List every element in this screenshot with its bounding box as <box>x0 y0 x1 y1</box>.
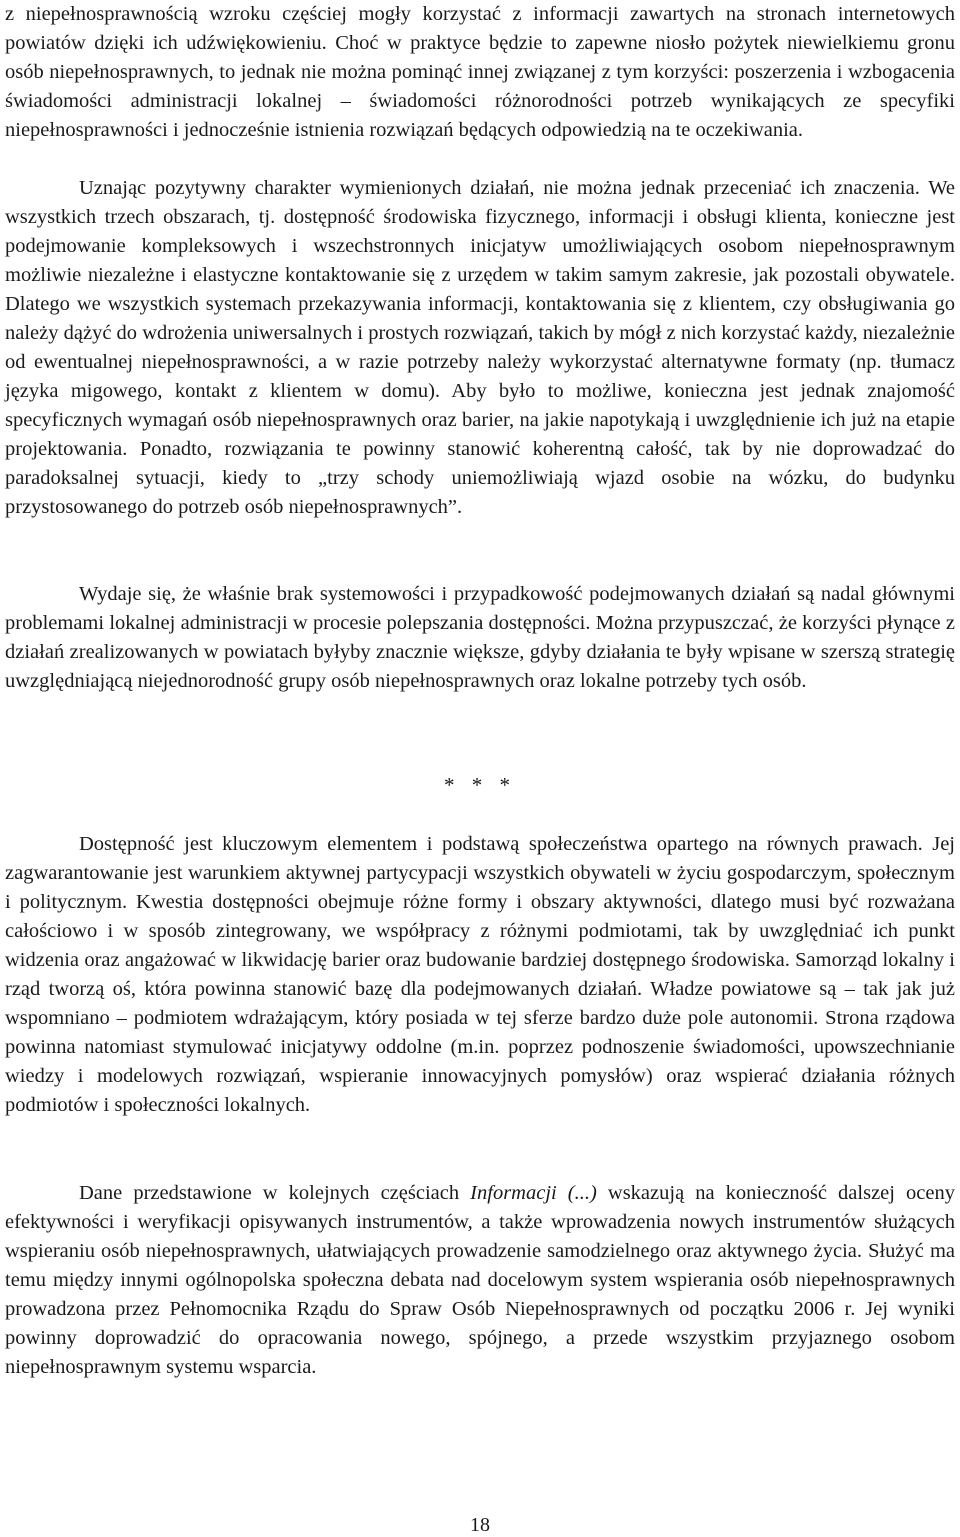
page-number: 18 <box>470 1514 490 1536</box>
paragraph-3: Wydaje się, że właśnie brak systemowości i przypadkowość podejmowanych działań są nadal głównymi problemami lokalnej administracji w procesie polepszania dostępności. Można przypuszczać, że korzyści płynące z działań zrealizowanych w powiatach byłyby znacznie większe, gdyby działania te były wpisane w szerszą strategię uwzględniającą niejednorodność grupy osób niepełnosprawnych oraz lokalne potrzeby tych osób. <box>5 583 955 692</box>
paragraph-5-start: Dane przedstawione w kolejnych częściach <box>79 1182 471 1204</box>
paragraph-5 <box>5 1179 955 1382</box>
paragraph-1: z niepełnosprawnością wzroku częściej mogły korzystać z informacji zawartych na stronach internetowych powiatów dzięki ich udźwiękowieniu. Choć w praktyce będzie to zapewne niosło pożytek niewielkiemu gronu osób niepełnosprawnych, to jednak nie można pominąć innej związanej z tym korzyści: poszerzenia i wzbogacenia świadomości administracji lokalnej – świadomości różnorodności potrzeb wynikających ze specyfiki niepełnosprawności i jednocześnie istnienia rozwiązań będących odpowiedzią na te oczekiwania. <box>5 3 955 141</box>
paragraph-5-rest: wskazują na konieczność dalszej oceny efektywności i weryfikacji opisywanych instrumentów, a także wprowadzenia nowych instrumentów służących wspieraniu osób niepełnosprawnych, ułatwiających prowadzenie samodzielnego oraz aktywnego życia. Służyć ma temu między innymi ogólnopolska społeczna debata nad docelowym system wspierania osób niepełnosprawnych prowadzona przez Pełnomocnika Rządu do Spraw Osób Niepełnosprawnych od początku 2006 r. Jej wyniki powinny doprowadzić do opracowania nowego, spójnego, a przede wszystkim przyjaznego osobom niepełnosprawnym systemu wsparcia. <box>5 1182 955 1378</box>
section-separator: * * * <box>444 773 516 797</box>
paragraph-2: Uznając pozytywny charakter wymienionych działań, nie można jednak przeceniać ich znaczenia. We wszystkich trzech obszarach, tj. dostępność środowiska fizycznego, informacji i obsługi klienta, konieczne jest podejmowanie kompleksowych i wszechstronnych inicjatyw umożliwiających osobom niepełnosprawnym możliwie niezależne i elastyczne kontaktowanie się z urzędem w takim samym zakresie, jak pozostali obywatele. Dlatego we wszystkich systemach przekazywania informacji, kontaktowania się z klientem, czy obsługiwania go należy dążyć do wdrożenia uniwersalnych i prostych rozwiązań, takich by mógł z nich korzystać każdy, niezależnie od ewentualnej niepełnosprawności, a w razie potrzeby należy wykorzystać alternatywne formaty (np. tłumacz języka migowego, kontakt z klientem w domu). Aby było to możliwe, konieczna jest jednak znajomość specyficznych wymagań osób niepełnosprawnych oraz barier, na jakie napotykają i uwzględnienie ich już na etapie projektowania. Ponadto, rozwiązania te powinny stanowić koherentną całość, tak by nie doprowadzać do paradoksalnej sytuacji, kiedy to „trzy schody uniemożliwiają wjazd osobie na wózku, do budynku przystosowanego do potrzeb osób niepełnosprawnych”. <box>5 177 955 518</box>
paragraph-4: Dostępność jest kluczowym elementem i podstawą społeczeństwa opartego na równych prawach. Jej zagwarantowanie jest warunkiem aktywnej partycypacji wszystkich obywateli w życiu gospodarczym, społecznym i politycznym. Kwestia dostępności obejmuje różne formy i obszary aktywności, dlatego musi być rozważana całościowo i w sposób zintegrowany, we współpracy z różnymi podmiotami, tak by uwzględniać ich punkt widzenia oraz angażować w likwidację barier oraz budowanie bardziej dostępnego środowiska. Samorząd lokalny i rząd tworzą oś, która powinna stanowić bazę dla podejmowanych działań. Władze powiatowe są – tak jak już wspomniano – podmiotem wdrażającym, który posiada w tej sferze bardzo duże pole autonomii. Strona rządowa powinna natomiast stymulować inicjatywy oddolne (m.in. poprzez podnoszenie świadomości, upowszechnianie wiedzy i modelowych rozwiązań, wspieranie innowacyjnych pomysłów) oraz wspierać działania różnych podmiotów i społeczności lokalnych. <box>5 833 955 1116</box>
publication-title: Informacji (...) <box>470 1182 597 1204</box>
